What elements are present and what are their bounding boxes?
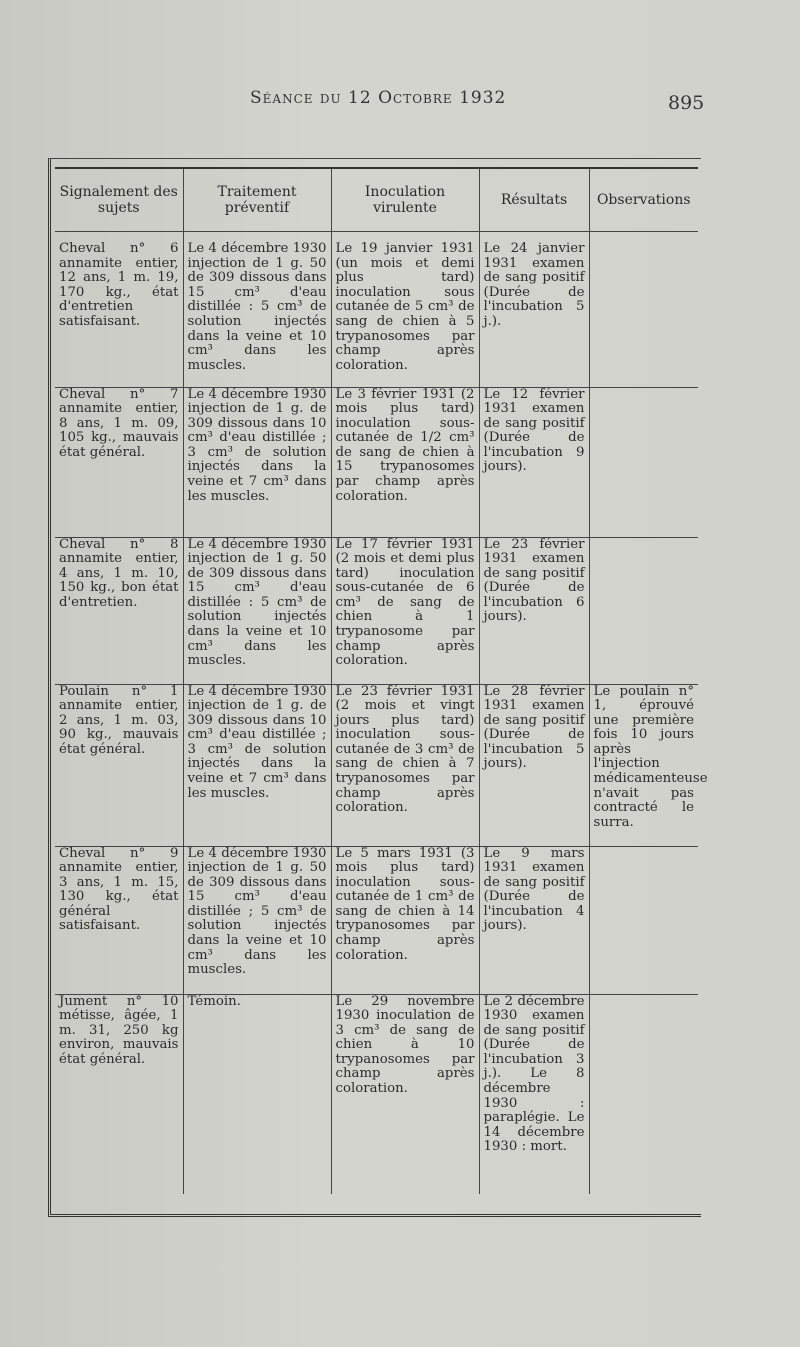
cell-observations (589, 846, 698, 994)
column-header-observations: Observations (589, 168, 698, 232)
cell-traitement: Témoin. (183, 994, 331, 1194)
cell-observations (589, 994, 698, 1194)
cell-observations (589, 387, 698, 537)
experiment-table (55, 167, 708, 1194)
table-row (55, 242, 698, 387)
cell-observations (589, 242, 698, 387)
column-header-traitement: Traitement préventif (183, 168, 331, 232)
cell-traitement: Le 4 décembre 1930 injection de 1 g. de 309 dissous dans 10 cm³ d'eau distillée ; 3 cm³ de solution injectés dans la veine et 7 cm³ dans les muscles. (183, 684, 331, 846)
cell-inoculation: Le 17 février 1931 (2 mois et demi plus tard) inoculation sous-cutanée de 6 cm³ de sang de chien à 1 trypanosome par champ après coloration. (331, 537, 479, 684)
cell-inoculation: Le 23 février 1931 (2 mois et vingt jours plus tard) inoculation sous-cutanée de 3 cm³ de sang de chien à 7 trypanosomes par champ après coloration. (331, 684, 479, 846)
cell-resultats: Le 23 février 1931 examen de sang positif (Durée de l'incubation 6 jours). (479, 537, 589, 684)
page-number: 895 (668, 92, 705, 114)
table-row (55, 994, 698, 1194)
cell-sujet: Cheval n° 8 annamite entier, 4 ans, 1 m. 10, 150 kg., bon état d'entretien. (55, 537, 183, 684)
table-row (55, 846, 698, 994)
cell-traitement: Le 4 décembre 1930 injection de 1 g. 50 de 309 dissous dans 15 cm³ d'eau distillée : 5 cm³ de solution injectés dans la veine et 10 cm³ dans les muscles. (183, 242, 331, 387)
table-row (55, 684, 698, 846)
cell-resultats: Le 28 février 1931 examen de sang positif (Durée de l'incubation 5 jours). (479, 684, 589, 846)
cell-inoculation: Le 3 février 1931 (2 mois plus tard) inoculation sous-cutanée de 1/2 cm³ de sang de chien à 15 trypanosomes par champ après coloration. (331, 387, 479, 537)
column-header-sujets: Signalement des sujets (55, 168, 183, 232)
cell-resultats: Le 9 mars 1931 examen de sang positif (Durée de l'incubation 4 jours). (479, 846, 589, 994)
cell-observations: Le poulain n° 1, éprouvé une première fois 10 jours après l'injection médicamenteuse n'avait pas contracté le surra. (589, 684, 698, 846)
cell-resultats: Le 24 janvier 1931 examen de sang positif (Durée de l'incubation 5 j.). (479, 242, 589, 387)
running-head: Séance du 12 Octobre 1932 (250, 88, 507, 108)
cell-traitement: Le 4 décembre 1930 injection de 1 g. 50 de 309 dissous dans 15 cm³ d'eau distillée : 5 cm³ de solution injectés dans la veine et 10 cm³ dans les muscles. (183, 537, 331, 684)
column-header-inoculation: Inoculation virulente (331, 168, 479, 232)
table-header-row (55, 168, 698, 232)
cell-sujet: Cheval n° 9 annamite entier, 3 ans, 1 m. 15, 130 kg., état général satisfaisant. (55, 846, 183, 994)
cell-traitement: Le 4 décembre 1930 injection de 1 g. de 309 dissous dans 10 cm³ d'eau distillée ; 3 cm³ de solution injectés dans la veine et 7 cm³ dans les muscles. (183, 387, 331, 537)
cell-inoculation: Le 5 mars 1931 (3 mois plus tard) inoculation sous-cutanée de 1 cm³ de sang de chien à 14 trypanosomes par champ après coloration. (331, 846, 479, 994)
cell-resultats: Le 2 décembre 1930 examen de sang positif (Durée de l'incubation 3 j.). Le 8 décembre 1930 : paraplégie. Le 14 décembre 1930 : mort. (479, 994, 589, 1194)
cell-sujet: Cheval n° 7 annamite entier, 8 ans, 1 m. 09, 105 kg., mauvais état général. (55, 387, 183, 537)
cell-inoculation: Le 19 janvier 1931 (un mois et demi plus tard) inoculation sous cutanée de 5 cm³ de sang de chien à 5 trypanosomes par champ après coloration. (331, 242, 479, 387)
cell-sujet: Cheval n° 6 annamite entier, 12 ans, 1 m. 19, 170 kg., état d'entretien satisfaisant. (59, 241, 179, 329)
cell-observations (589, 537, 698, 684)
cell-sujet: Poulain n° 1 annamite entier, 2 ans, 1 m. 03, 90 kg., mauvais état général. (55, 684, 183, 846)
table-row (55, 537, 698, 684)
table-row (55, 387, 698, 537)
cell-inoculation: Le 29 novembre 1930 inoculation de 3 cm³ de sang de chien à 10 trypanosomes par champ après coloration. (331, 994, 479, 1194)
cell-resultats: Le 12 février 1931 examen de sang positif (Durée de l'incubation 9 jours). (479, 387, 589, 537)
cell-traitement: Le 4 décembre 1930 injection de 1 g. 50 de 309 dissous dans 15 cm³ d'eau distillée ; 5 cm³ de solution injectés dans la veine et 10 cm³ dans les muscles. (183, 846, 331, 994)
column-header-resultats: Résultats (479, 168, 589, 232)
cell-sujet: Jument n° 10 métisse, âgée, 1 m. 31, 250 kg environ, mauvais état général. (55, 994, 183, 1194)
